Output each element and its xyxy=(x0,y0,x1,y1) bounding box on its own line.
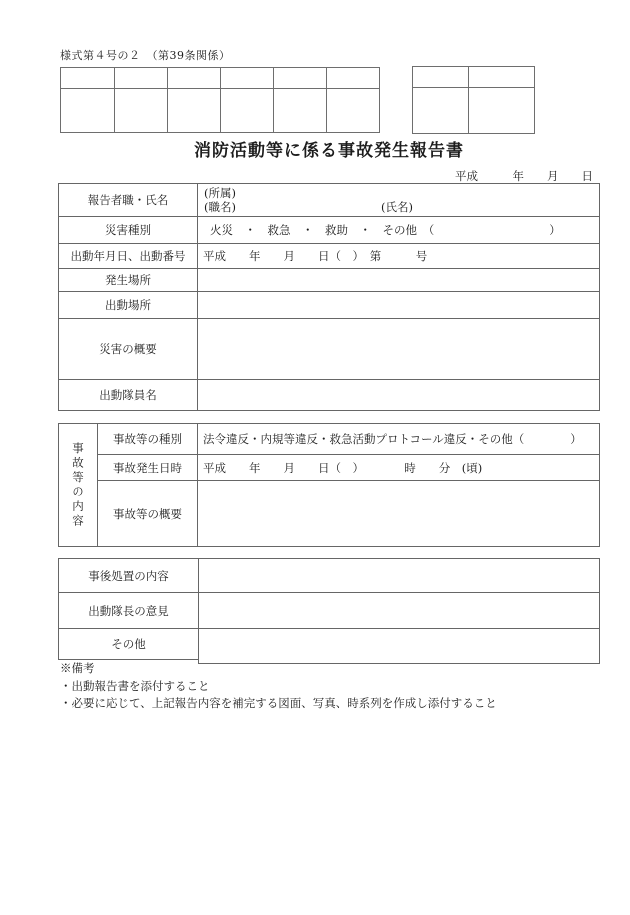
reporter-value-cell xyxy=(198,184,599,216)
followup-value-column xyxy=(198,558,600,664)
approval-stamp-grid-right xyxy=(412,66,535,134)
row-value xyxy=(198,380,599,410)
row-value: 平成 年 月 日（ ） 時 分 (頃) xyxy=(203,460,483,475)
stamp-cell xyxy=(413,87,468,133)
table-row-reporter xyxy=(59,184,599,216)
table-row-occurrence-place xyxy=(59,268,599,291)
followup-table xyxy=(58,558,600,664)
stamp-cell xyxy=(61,88,114,132)
remarks-section xyxy=(60,660,497,713)
row-value xyxy=(198,292,599,318)
page-title: 消防活動等に係る事故発生報告書 xyxy=(194,141,464,161)
row-value xyxy=(198,481,599,546)
row-value xyxy=(198,558,600,592)
remarks-heading: ※備考 xyxy=(60,661,95,675)
row-label: 出動隊長の意見 xyxy=(58,592,198,628)
row-label: 事故等の概要 xyxy=(98,481,198,546)
table-row-incident-summary xyxy=(98,480,599,546)
stamp-cell xyxy=(273,68,326,88)
followup-label-column xyxy=(58,558,198,660)
table-row-dispatched-members xyxy=(59,379,599,410)
stamp-cell xyxy=(326,88,379,132)
remarks-item: ・出動報告書を添付すること xyxy=(60,678,210,693)
approval-stamp-grid-left xyxy=(60,67,380,133)
stamp-cell xyxy=(167,68,220,88)
row-label: 出動場所 xyxy=(59,292,198,318)
row-label: 発生場所 xyxy=(59,269,198,291)
remarks-item: ・必要に応じて、上記報告内容を補完する図面、写真、時系列を作成し添付すること xyxy=(60,696,497,710)
row-label: 事後処置の内容 xyxy=(58,558,198,592)
stamp-cell xyxy=(468,67,534,87)
table-row-disaster-type xyxy=(59,216,599,243)
name-placeholder: (氏名) xyxy=(380,200,413,214)
table-row-incident-type xyxy=(98,424,599,454)
form-number: 様式第４号の２ （第39条関係） xyxy=(60,49,231,62)
row-value: 火災 ・ 救急 ・ 救助 ・ その他 （ ） xyxy=(210,223,561,237)
row-label: 報告者職・氏名 xyxy=(59,184,198,216)
stamp-cell xyxy=(167,88,220,132)
row-value xyxy=(198,592,600,628)
row-label: 災害の概要 xyxy=(59,319,198,379)
stamp-cell xyxy=(220,88,273,132)
row-label: 事故等の種別 xyxy=(98,424,198,454)
row-value xyxy=(198,628,600,664)
stamp-cell xyxy=(114,88,167,132)
report-date-line: 平成 年 月 日 xyxy=(455,169,593,183)
stamp-cell xyxy=(220,68,273,88)
incident-rows xyxy=(98,424,599,546)
table-row-disaster-summary xyxy=(59,318,599,379)
row-value xyxy=(198,269,599,291)
row-label: 出動年月日、出動番号 xyxy=(59,244,198,268)
stamp-cell xyxy=(468,87,534,133)
table-row-incident-datetime xyxy=(98,454,599,480)
main-table xyxy=(58,183,600,411)
row-value xyxy=(198,319,599,379)
stamp-cell xyxy=(273,88,326,132)
row-label: 出動隊員名 xyxy=(59,380,198,410)
title-name-line xyxy=(204,200,593,214)
stamp-cell xyxy=(326,68,379,88)
table-row-dispatch-place xyxy=(59,291,599,318)
affiliation-placeholder: (所属) xyxy=(204,186,236,200)
incident-details-table xyxy=(58,423,600,547)
row-value: 平成 年 月 日（ ） 第 号 xyxy=(203,249,428,263)
incident-side-label: 事故等の内容 xyxy=(71,441,85,529)
row-label: 事故発生日時 xyxy=(98,455,198,480)
stamp-cell xyxy=(413,67,468,87)
jobtitle-placeholder: (職名) xyxy=(204,200,236,214)
row-label: 災害種別 xyxy=(59,217,198,243)
row-value: 法令違反・内規等違反・救急活動プロトコール違反・その他（ ） xyxy=(203,432,582,446)
row-label: その他 xyxy=(58,628,198,660)
stamp-cell xyxy=(61,68,114,88)
table-row-dispatch-date-number xyxy=(59,243,599,268)
stamp-cell xyxy=(114,68,167,88)
incident-side-header xyxy=(59,424,98,546)
